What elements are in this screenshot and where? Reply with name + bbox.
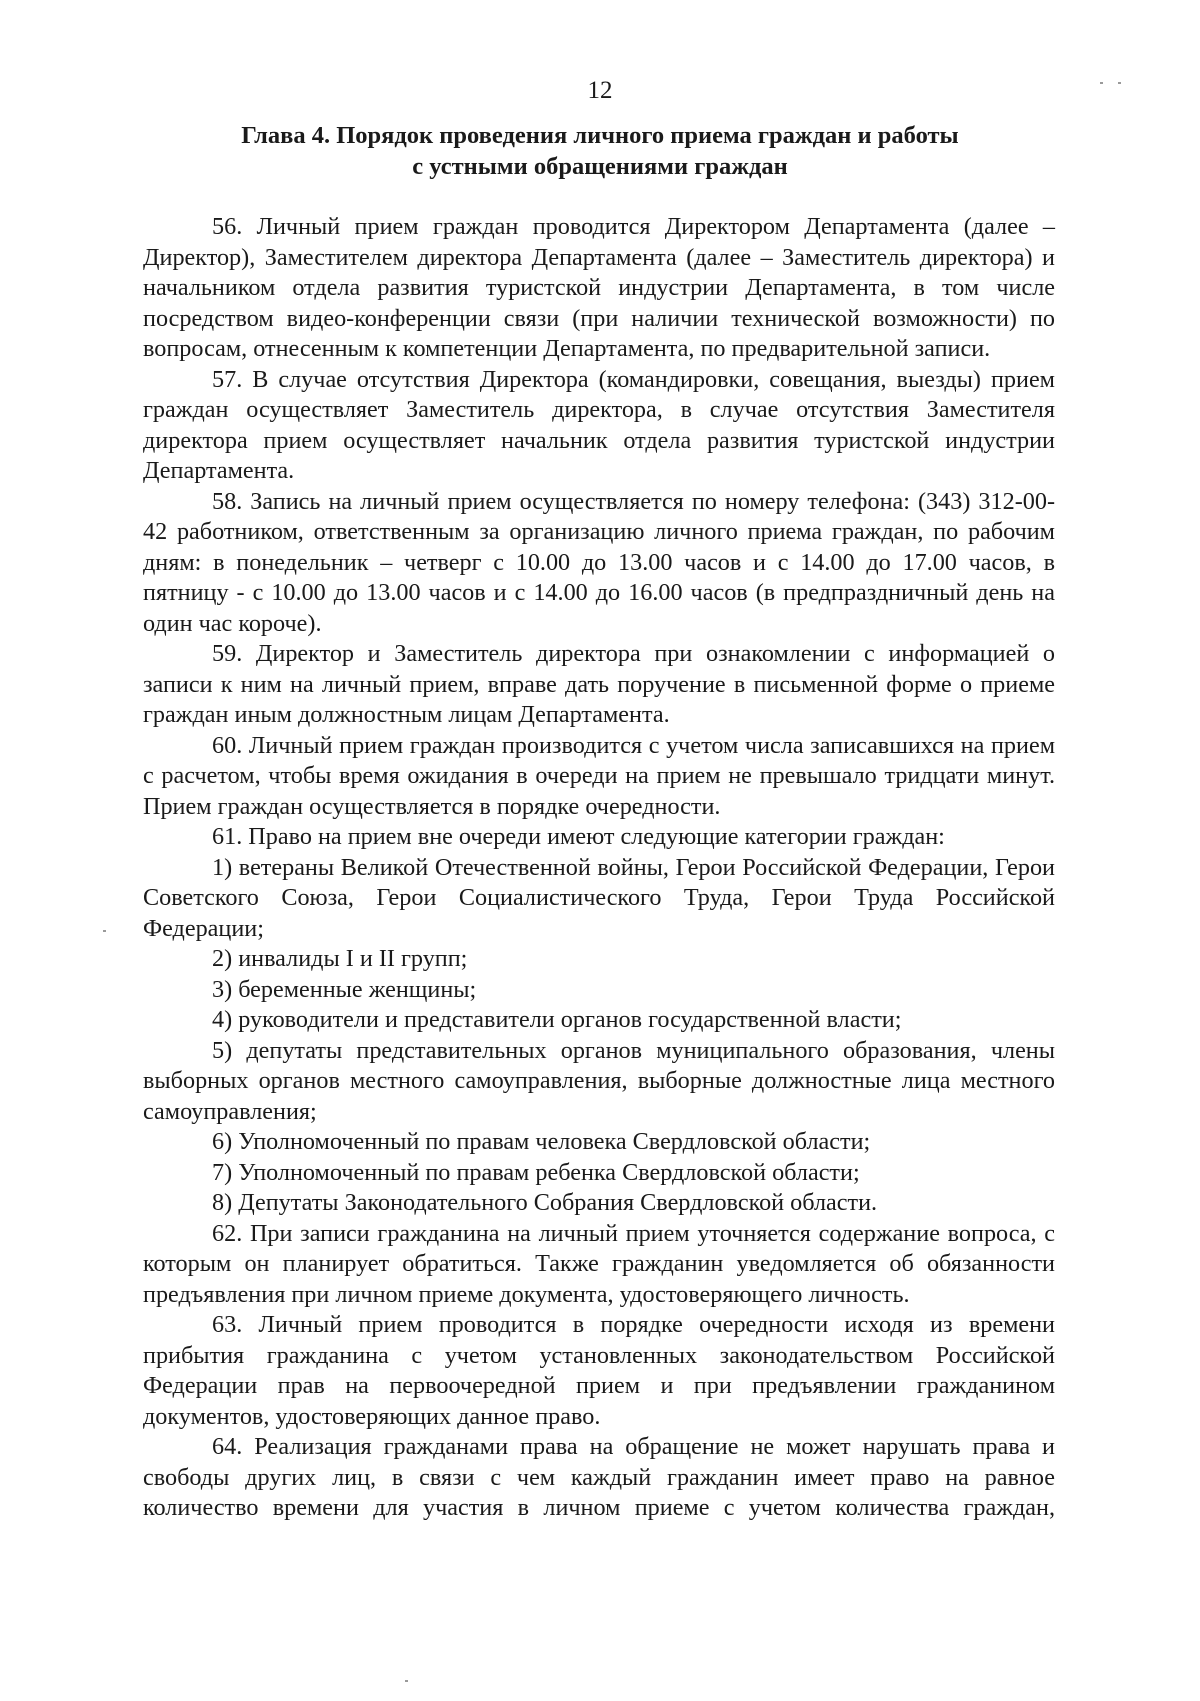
document-body (143, 212, 1055, 1524)
scan-speck (1118, 82, 1121, 84)
list-item-7: 7) Уполномоченный по правам ребенка Свердловской области; (212, 1158, 860, 1186)
list-item-3: 3) беременные женщины; (212, 975, 477, 1003)
list-item-1: 1) ветераны Великой Отечественной войны, Герои Российской Федерации, Герои Советского Союза, Герои Социалистического Труда, Герои Труда Российской Федерации; (143, 853, 1055, 942)
paragraph-64: 64. Реализация гражданами права на обращение не может нарушать права и свободы других лиц, в связи с чем каждый гражданин имеет право на равное количество времени для участия в личном приеме с учетом количества граждан, (143, 1433, 1055, 1521)
list-item-4: 4) руководители и представители органов государственной власти; (212, 1006, 902, 1033)
scan-speck (103, 930, 106, 932)
paragraph-57: 57. В случае отсутствия Директора (командировки, совещания, выезды) прием граждан осуществляет Заместитель директора, в случае отсутствия Заместителя директора прием осуществляет начальник отдела развития туристской индустрии Департамента. (143, 365, 1055, 484)
scan-speck (1100, 82, 1103, 84)
paragraph-58: 58. Запись на личный прием осуществляется по номеру телефона: (343) 312-00-42 работником, ответственным за организацию личного приема граждан, по рабочим дням: в понедельник – четверг с 10.00 до 13.00 часов и с 14.00 до 17.00 часов, в пятницу - с 10.00 до 13.00 часов и с 14.00 до 16.00 часов (в предпраздничный день на один час короче). (143, 487, 1055, 637)
paragraph-62: 62. При записи гражданина на личный прием уточняется содержание вопроса, с которым он планирует обратиться. Также гражданин уведомляется об обязанности предъявления при личном приеме документа, удостоверяющего личность. (143, 1219, 1055, 1308)
paragraph-60: 60. Личный прием граждан производится с учетом числа записавшихся на прием с расчетом, чтобы время ожидания в очереди на прием не превышало тридцати минут. Прием граждан осуществляется в порядке очередности. (143, 731, 1055, 820)
scan-speck (405, 1680, 408, 1682)
chapter-title (140, 120, 1060, 182)
paragraph-59: 59. Директор и Заместитель директора при ознакомлении с информацией о записи к ним на личный прием, вправе дать поручение в письменной форме о приеме граждан иным должностным лицам Департамента. (143, 640, 1055, 728)
paragraph-56: 56. Личный прием граждан проводится Директором Департамента (далее – Директор), Заместителем директора Департамента (далее – Заместитель директора) и начальником отдела развития туристской индустрии Департамента, в том числе посредством видео-конференции связи (при наличии технической возможности) по вопросам, отнесенным к компетенции Департамента, по предварительной записи. (143, 213, 1055, 362)
paragraph-61: 61. Право на прием вне очереди имеют следующие категории граждан: (212, 823, 945, 850)
list-item-6: 6) Уполномоченный по правам человека Свердловской области; (212, 1128, 871, 1155)
chapter-title-line-1: Глава 4. Порядок проведения личного приема граждан и работы (241, 122, 959, 149)
page-number: 12 (587, 77, 613, 104)
chapter-title-line-2: с устными обращениями граждан (412, 153, 788, 180)
list-item-5: 5) депутаты представительных органов муниципального образования, члены выборных органов местного самоуправления, выборные должностные лица местного самоуправления; (143, 1036, 1055, 1125)
paragraph-63: 63. Личный прием проводится в порядке очередности исходя из времени прибытия гражданина с учетом установленных законодательством Российской Федерации прав на первоочередной прием и при предъявлении гражданином документов, удостоверяющих данное право. (143, 1311, 1055, 1430)
list-item-2: 2) инвалиды I и II групп; (212, 945, 468, 972)
list-item-8: 8) Депутаты Законодательного Собрания Свердловской области. (212, 1189, 878, 1216)
